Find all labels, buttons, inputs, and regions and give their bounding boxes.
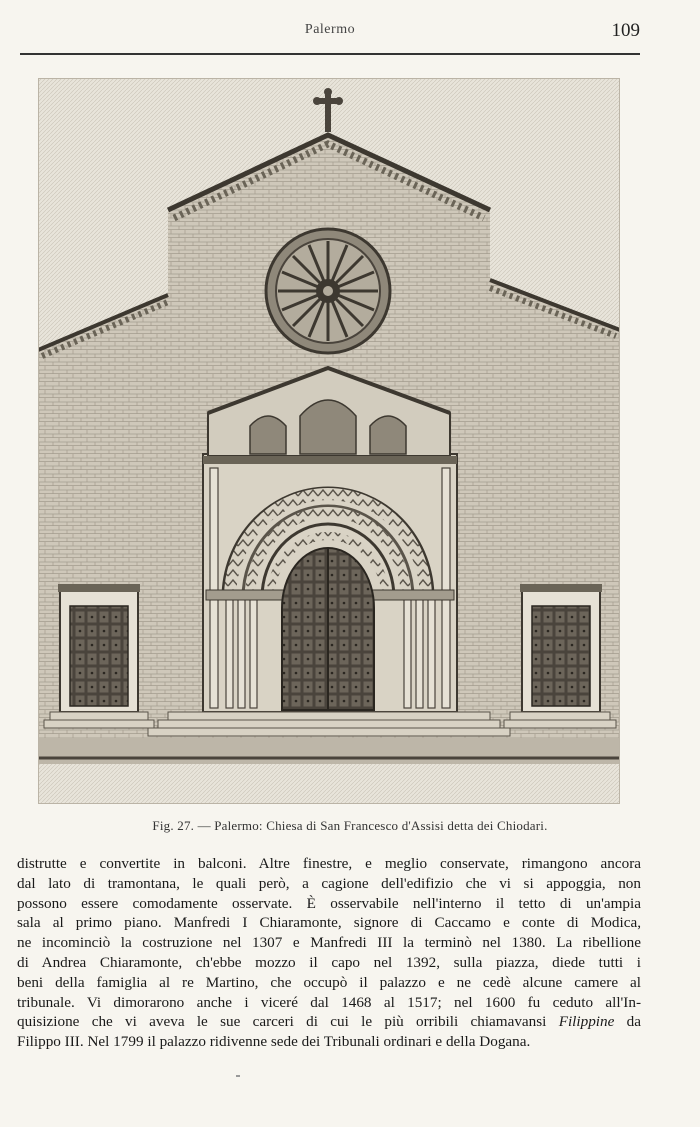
body-line: beni della famiglia al re Martino, che occupò il palazzo e ne cedè alcune camere al [17,973,641,991]
body-line: possono essere comodamente osservate. È osservabile nell'interno il tetto di un'ampia [17,894,641,912]
print-speck [236,1075,240,1077]
running-title: Palermo [304,22,356,37]
body-line: ne incominciò la costruzione nel 1307 e Manfredi III la terminò nel 1380. La ribellione [17,934,641,952]
body-line: di Andrea Chiaramonte, ch'ebbe mozzo il capo nel 1392, sulla piazza, diede tutti i [17,953,641,971]
rose-window [266,229,390,353]
running-head [20,22,640,44]
body-line: quisizione che vi aveva le sue carceri di cui le più orribili chiamavansi Filippine da [17,1013,641,1031]
right-side-door [520,584,602,712]
figure-illustration [38,78,620,804]
italic-term: Filippine [558,1013,615,1031]
body-text [17,854,641,1052]
body-line: Filippo III. Nel 1799 il palazzo ridivenne sede dei Tribunali ordinari e della Dogana. [17,1033,531,1051]
body-line: tribunale. Vi dimorarono anche i viceré dal 1468 al 1517; nel 1600 fu ceduto all'In- [17,993,641,1011]
body-line: sala al primo piano. Manfredi I Chiaramonte, signore di Caccamo e conte di Modica, [17,914,641,932]
left-side-door [58,584,140,712]
church-facade-engraving [38,78,620,804]
figure-caption: Fig. 27. — Palermo: Chiesa di San Francesco d'Assisi detta dei Chiodari. [152,818,548,833]
body-line: dal lato di tramontana, le quali però, a cagione dell'edifizio che vi si appoggia, non [17,874,641,892]
header-rule [20,53,640,55]
page-number: 109 [611,20,640,41]
body-line: distrutte e convertite in balconi. Altre finestre, e meglio conservate, rimangono ancora [17,855,641,872]
